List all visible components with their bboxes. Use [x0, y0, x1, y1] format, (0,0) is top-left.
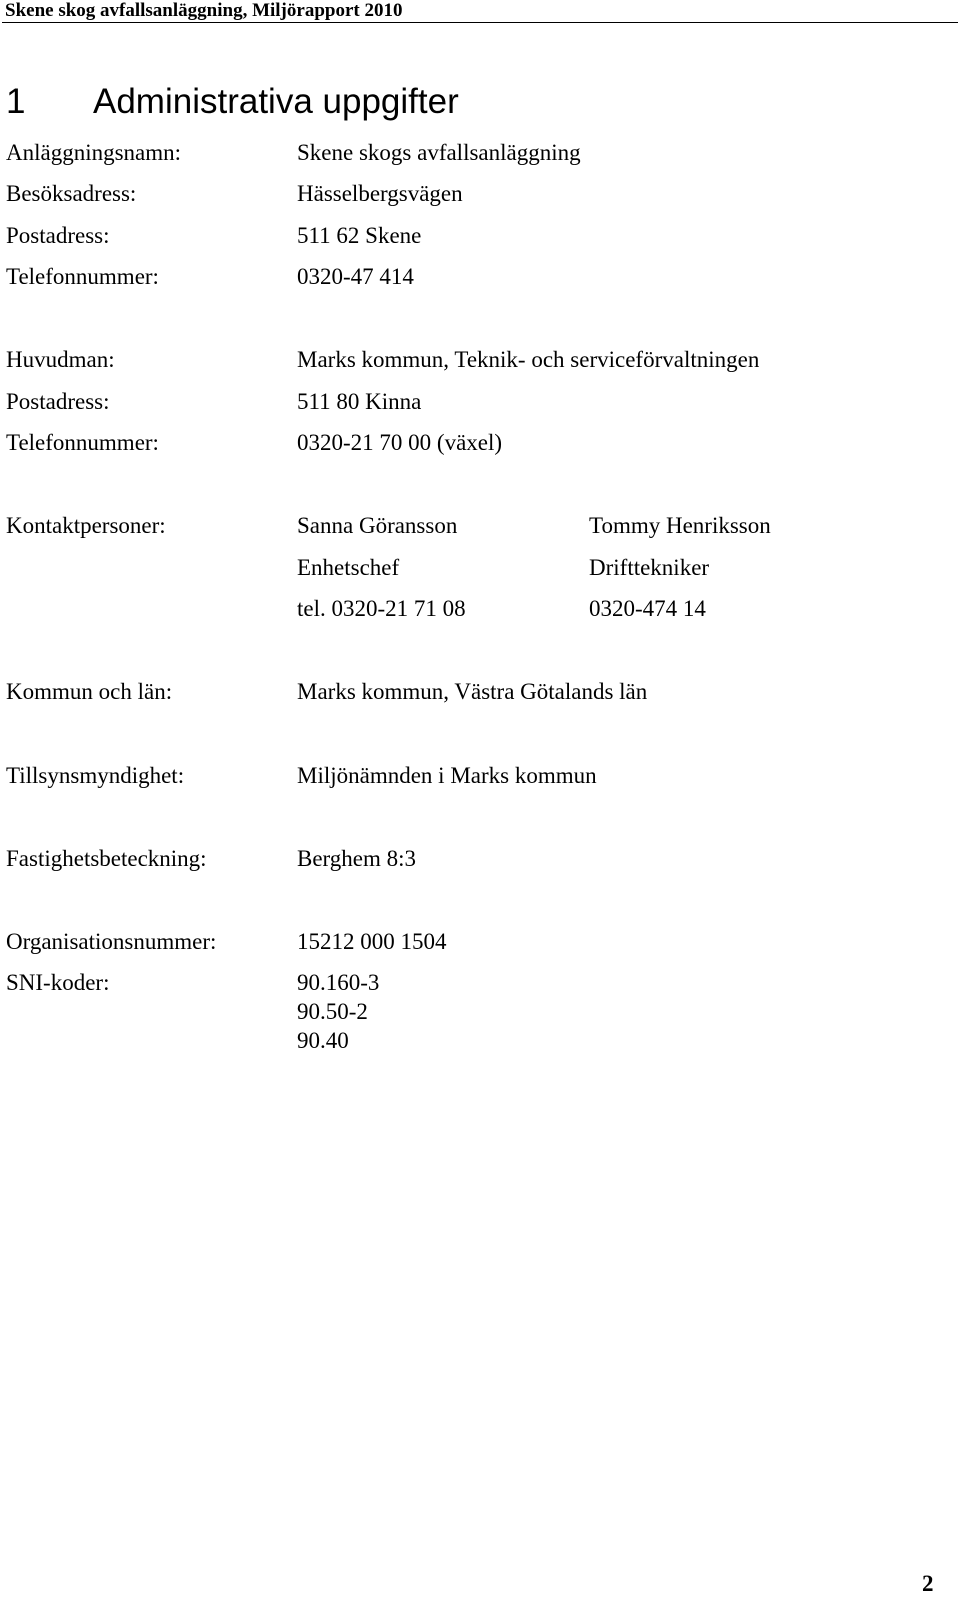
property-value: Berghem 8:3 — [297, 846, 417, 871]
facility-phone-label: Telefonnummer: — [6, 264, 159, 289]
org-number-label: Organisationsnummer: — [6, 929, 217, 954]
property-label: Fastighetsbeteckning: — [6, 846, 207, 871]
visit-address-label: Besöksadress: — [6, 181, 137, 206]
contact-1-name: Sanna Göransson — [297, 513, 458, 538]
contact-2-name: Tommy Henriksson — [589, 513, 771, 538]
contacts-label: Kontaktpersoner: — [6, 513, 166, 538]
section-title — [6, 80, 459, 124]
sni-code: 90.160-3 — [297, 970, 380, 995]
sni-code: 90.50-2 — [297, 999, 368, 1024]
section-number: 1 — [6, 82, 26, 121]
page-number: 2 — [922, 1571, 934, 1596]
principal-value: Marks kommun, Teknik- och serviceförvaltningen — [297, 347, 760, 372]
principal-postal-value: 511 80 Kinna — [297, 389, 422, 414]
contact-1-role: Enhetschef — [297, 555, 400, 580]
facility-phone-value: 0320-47 414 — [297, 264, 414, 289]
visit-address-value: Hässelbergsvägen — [297, 181, 463, 206]
principal-postal-label: Postadress: — [6, 389, 110, 414]
facility-postal-label: Postadress: — [6, 223, 110, 248]
facility-postal-value: 511 62 Skene — [297, 223, 422, 248]
principal-phone-label: Telefonnummer: — [6, 430, 159, 455]
running-header: Skene skog avfallsanläggning, Miljörapport 2010 — [5, 0, 403, 21]
contact-1-phone: tel. 0320-21 71 08 — [297, 596, 466, 621]
contact-2-role: Drifttekniker — [589, 555, 710, 580]
municipality-value: Marks kommun, Västra Götalands län — [297, 679, 648, 704]
sni-label: SNI-koder: — [6, 970, 110, 995]
facility-name-label: Anläggningsnamn: — [6, 140, 182, 165]
authority-label: Tillsynsmyndighet: — [6, 763, 185, 788]
principal-label: Huvudman: — [6, 347, 115, 372]
header-rule — [2, 22, 958, 23]
municipality-label: Kommun och län: — [6, 679, 173, 704]
contact-2-phone: 0320-474 14 — [589, 596, 706, 621]
facility-name-value: Skene skogs avfallsanläggning — [297, 140, 581, 165]
sni-code: 90.40 — [297, 1028, 349, 1053]
section-title-text: Administrativa uppgifter — [93, 82, 459, 121]
authority-value: Miljönämnden i Marks kommun — [297, 763, 597, 788]
principal-phone-value: 0320-21 70 00 (växel) — [297, 430, 503, 455]
org-number-value: 15212 000 1504 — [297, 929, 447, 954]
